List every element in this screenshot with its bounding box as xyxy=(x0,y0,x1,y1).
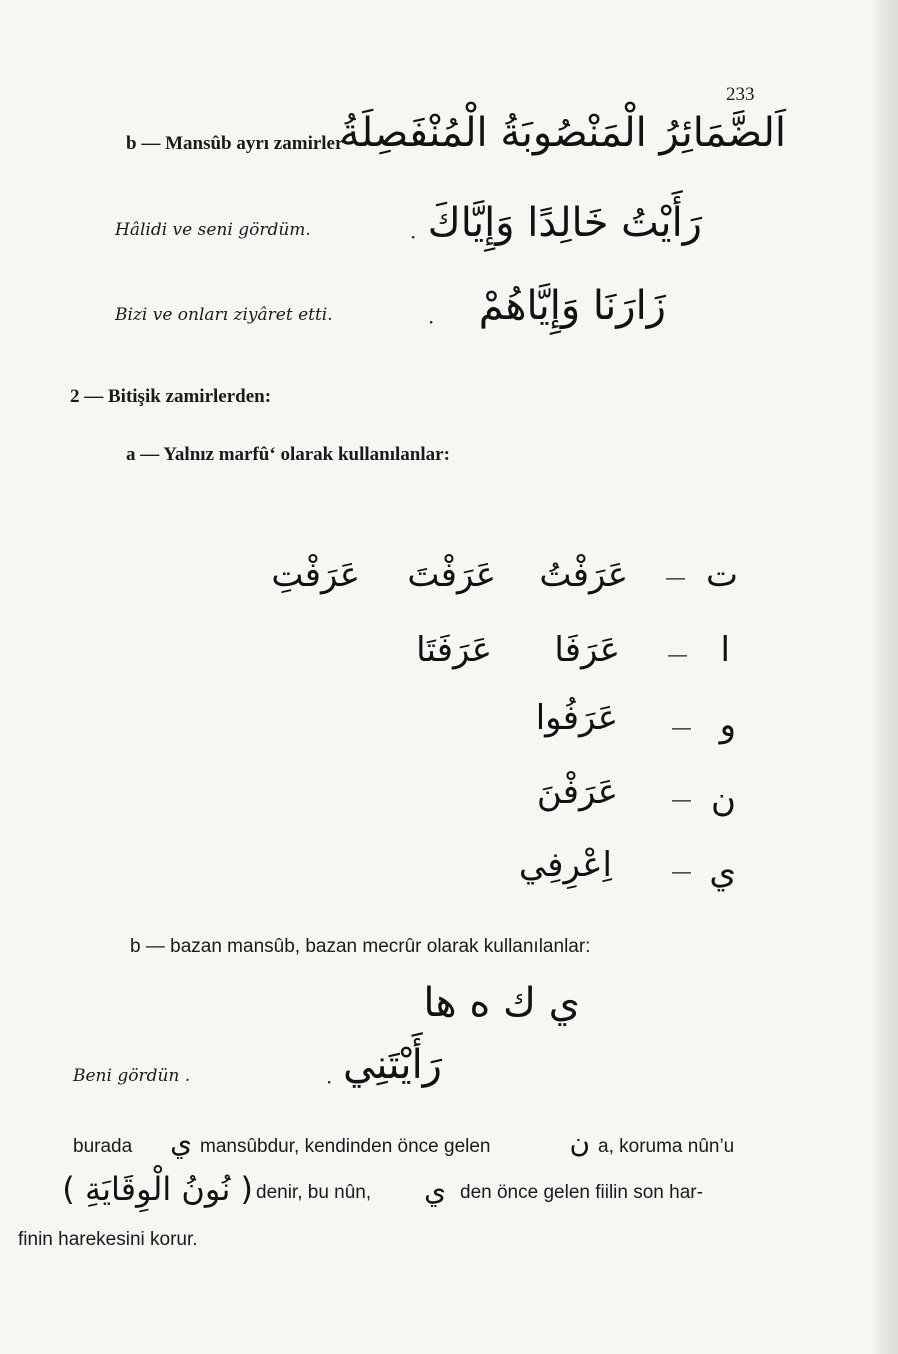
para-text: den önce gelen fiilin son har- xyxy=(460,1182,703,1203)
example2-dot: · xyxy=(428,310,435,334)
example3-arabic: رَأَيْتَنِي xyxy=(342,1042,442,1088)
section-b1-heading: b — Mansûb ayrı zamirler xyxy=(126,133,344,154)
para-arabic: ي xyxy=(170,1126,192,1159)
para-arabic: ن xyxy=(569,1126,590,1159)
row-letter: ن xyxy=(711,780,736,820)
conjugation-form: اِعْرِفِي xyxy=(518,845,612,885)
para-text: finin harekesini korur. xyxy=(18,1229,198,1250)
para-text: mansûbdur, kendinden önce gelen xyxy=(200,1136,491,1157)
conjugation-form: عَرَفْنَ xyxy=(536,772,618,812)
row-dash: — xyxy=(668,645,687,666)
row-letter: ي xyxy=(709,852,736,892)
para-arabic: ي xyxy=(424,1174,446,1207)
row-dash: — xyxy=(672,790,691,811)
example2-turkish: Bizi ve onları ziyâret etti. xyxy=(115,305,333,325)
conjugation-form: عَرَفْتِ xyxy=(271,555,360,595)
example2-arabic: زَارَنَا وَإِيَّاهُمْ xyxy=(478,283,666,329)
example1-turkish: Hâlidi ve seni gördüm. xyxy=(115,220,311,240)
section-b2-heading: b — bazan mansûb, bazan mecrûr olarak kullanılanlar: xyxy=(130,936,591,957)
para-text: a, koruma nûn’u xyxy=(598,1136,735,1157)
section-a-heading: a — Yalnız marfû‘ olarak kullanılanlar: xyxy=(126,444,450,465)
example1-arabic: رَأَيْتُ خَالِدًا وَإِيَّاكَ xyxy=(427,200,702,246)
row-letter: ت xyxy=(705,555,738,595)
row-dash: — xyxy=(672,862,691,883)
conjugation-form: عَرَفْتُ xyxy=(539,555,628,595)
row-letter: ا xyxy=(720,630,730,670)
section-b2-letters: ي ك ه ها xyxy=(423,980,580,1026)
example1-dot: · xyxy=(410,225,417,249)
conjugation-form: عَرَفُوا xyxy=(535,698,618,738)
para-text: burada xyxy=(73,1136,133,1157)
row-dash: — xyxy=(672,718,691,739)
row-letter: و xyxy=(719,705,736,745)
conjugation-form: عَرَفَتَا xyxy=(416,630,492,670)
page-number: 233 xyxy=(726,84,755,105)
conjugation-form: عَرَفَا xyxy=(554,630,620,670)
para-arabic: ( نُونُ الْوِقَايَةِ ) xyxy=(62,1170,253,1208)
row-dash: — xyxy=(666,568,685,589)
conjugation-form: عَرَفْتَ xyxy=(407,555,496,595)
example3-dot: · xyxy=(326,1070,333,1094)
example3-turkish: Beni gördün . xyxy=(73,1066,191,1086)
para-text: denir, bu nûn, xyxy=(256,1182,372,1203)
page-edge xyxy=(872,0,898,1354)
section-2-heading: 2 — Bitişik zamirlerden: xyxy=(70,386,272,407)
section-b1-arabic-title: اَلضَّمَائِرُ الْمَنْصُوبَةُ الْمُنْفَصِلَةُ xyxy=(339,110,786,156)
